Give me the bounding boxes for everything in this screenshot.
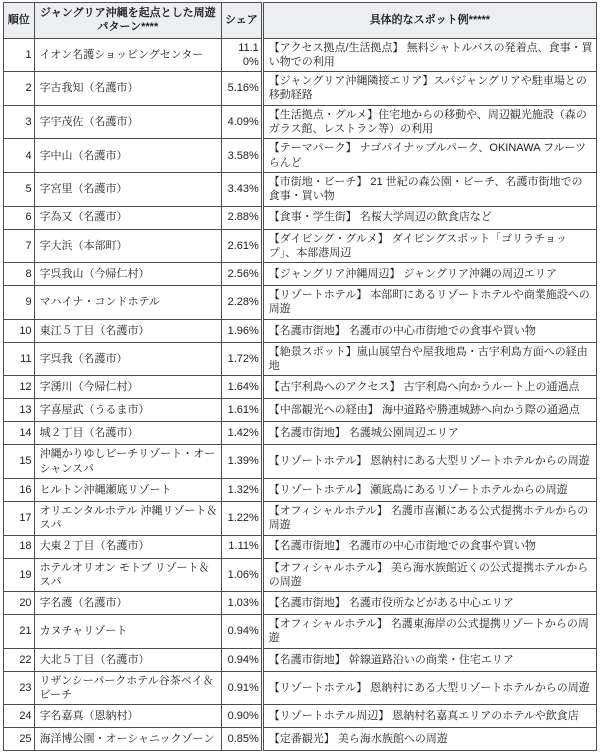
- pattern-cell: 字大浜（本部町）: [34, 229, 221, 263]
- table-row: [4, 139, 597, 173]
- rank-cell: 2: [4, 72, 35, 106]
- spot-cell: 【生活拠点・グルメ】住宅地からの移動や、周辺観光施設（森のガラス館、レストラン等）の利用: [262, 105, 596, 139]
- share-cell: 1.42%: [222, 422, 263, 445]
- spot-cell: 【オフィシャルホテル】 名護東海岸の公式提携リゾートからの周遊: [262, 615, 596, 649]
- pattern-cell: 字古我知（名護市）: [34, 72, 221, 106]
- spot-cell: 【定番観光】 美ら海水族館への周遊: [262, 728, 596, 751]
- share-cell: 2.88%: [222, 206, 263, 229]
- pattern-cell: 海洋博公園・オーシャニックゾーン: [34, 728, 221, 751]
- rank-cell: 10: [4, 319, 35, 342]
- share-cell: 4.09%: [222, 105, 263, 139]
- share-cell: 0.94%: [222, 615, 263, 649]
- header-row: [4, 3, 597, 39]
- rank-cell: 25: [4, 728, 35, 751]
- share-cell: 1.06%: [222, 558, 263, 592]
- pattern-cell: 字宮里（名護市）: [34, 172, 221, 206]
- pattern-cell: ホテルオリオン モトブ リゾート＆スパ: [34, 558, 221, 592]
- spot-cell: 【名護市街地】 名護市の中心市街地での食事や買い物: [262, 535, 596, 558]
- table-row: [4, 319, 597, 342]
- table-row: [4, 72, 597, 106]
- table-row: [4, 478, 597, 501]
- share-cell: 2.28%: [222, 286, 263, 320]
- pattern-cell: 字中山（名護市）: [34, 139, 221, 173]
- table-row: [4, 105, 597, 139]
- spot-cell: 【名護市街地】 名護城公園周辺エリア: [262, 422, 596, 445]
- share-cell: 1.72%: [222, 342, 263, 376]
- rank-cell: 4: [4, 139, 35, 173]
- table-row: [4, 592, 597, 615]
- share-cell: 1.96%: [222, 319, 263, 342]
- share-cell: 0.85%: [222, 728, 263, 751]
- spot-cell: 【テーマパーク】 ナゴパイナップルパーク、OKINAWA フルーツらんど: [262, 139, 596, 173]
- spot-cell: 【名護市街地】 名護市役所などがある中心エリア: [262, 592, 596, 615]
- pattern-cell: 東江５丁目（名護市）: [34, 319, 221, 342]
- rank-cell: 5: [4, 172, 35, 206]
- rank-cell: 11: [4, 342, 35, 376]
- pattern-cell: 字名嘉真（恩納村）: [34, 705, 221, 728]
- share-cell: 1.11%: [222, 535, 263, 558]
- spot-cell: 【オフィシャルホテル】 美ら海水族館近くの公式提携ホテルからの周遊: [262, 558, 596, 592]
- share-cell: 1.61%: [222, 399, 263, 422]
- share-cell: 1.22%: [222, 501, 263, 535]
- share-cell: 11.10%: [222, 38, 263, 72]
- table-row: [4, 445, 597, 479]
- table-row: [4, 376, 597, 399]
- pattern-cell: 字呉我山（今帰仁村）: [34, 263, 221, 286]
- table-row: [4, 615, 597, 649]
- table-row: [4, 728, 597, 751]
- spot-cell: 【古宇利島へのアクセス】 古宇利島へ向かうルート上の通過点: [262, 376, 596, 399]
- spot-cell: 【リゾートホテル】 本部町にあるリゾートホテルや商業施設への周遊: [262, 286, 596, 320]
- rank-cell: 24: [4, 705, 35, 728]
- table-row: [4, 399, 597, 422]
- rank-cell: 7: [4, 229, 35, 263]
- pattern-cell: ヒルトン沖縄瀬底リゾート: [34, 478, 221, 501]
- rank-cell: 6: [4, 206, 35, 229]
- rank-cell: 18: [4, 535, 35, 558]
- table-row: [4, 501, 597, 535]
- spot-cell: 【ダイビング・グルメ】 ダイビングスポット「ゴリラチョップ」、本部港周辺: [262, 229, 596, 263]
- spot-cell: 【ジャングリア沖縄周辺】 ジャングリア沖縄の周辺エリア: [262, 263, 596, 286]
- pattern-cell: 字名護（名護市）: [34, 592, 221, 615]
- spot-cell: 【市街地・ビーチ】 21 世紀の森公園・ビーチ、名護市街地での食事・買い物: [262, 172, 596, 206]
- share-cell: 1.39%: [222, 445, 263, 479]
- table-row: [4, 38, 597, 72]
- rank-cell: 9: [4, 286, 35, 320]
- share-cell: 0.91%: [222, 671, 263, 705]
- col-header-spot: 具体的なスポット例*****: [262, 3, 596, 39]
- share-cell: 2.56%: [222, 263, 263, 286]
- rank-cell: 17: [4, 501, 35, 535]
- rank-cell: 20: [4, 592, 35, 615]
- table-row: [4, 705, 597, 728]
- rank-cell: 23: [4, 671, 35, 705]
- table-row: [4, 535, 597, 558]
- spot-cell: 【食事・学生街】 名桜大学周辺の飲食店など: [262, 206, 596, 229]
- share-cell: 5.16%: [222, 72, 263, 106]
- pattern-cell: 字宇茂佐（名護市）: [34, 105, 221, 139]
- rank-cell: 21: [4, 615, 35, 649]
- pattern-cell: イオン名護ショッピングセンター: [34, 38, 221, 72]
- pattern-cell: 字湧川（今帰仁村）: [34, 376, 221, 399]
- table-row: [4, 263, 597, 286]
- spot-cell: 【アクセス拠点/生活拠点】 無料シャトルバスの発着点、食事・買い物での利用: [262, 38, 596, 72]
- table-row: [4, 229, 597, 263]
- spot-cell: 【リゾートホテル】 恩納村にある大型リゾートホテルからの周遊: [262, 671, 596, 705]
- table-row: [4, 671, 597, 705]
- pattern-cell: 城２丁目（名護市）: [34, 422, 221, 445]
- pattern-cell: マハイナ・コンドホテル: [34, 286, 221, 320]
- pattern-cell: 沖縄かりゆしビーチリゾート・オーシャンスパ: [34, 445, 221, 479]
- rank-cell: 15: [4, 445, 35, 479]
- pattern-cell: 字為又（名護市）: [34, 206, 221, 229]
- spot-cell: 【絶景スポット】嵐山展望台や屋我地島・古宇利島方面への経由地: [262, 342, 596, 376]
- table-row: [4, 422, 597, 445]
- table-row: [4, 342, 597, 376]
- rank-cell: 3: [4, 105, 35, 139]
- share-cell: 0.94%: [222, 648, 263, 671]
- share-cell: 0.90%: [222, 705, 263, 728]
- rank-cell: 8: [4, 263, 35, 286]
- spot-cell: 【ジャングリア沖縄隣接エリア】スパジャングリアや駐車場との移動経路: [262, 72, 596, 106]
- rank-cell: 14: [4, 422, 35, 445]
- share-cell: 1.03%: [222, 592, 263, 615]
- pattern-cell: 字呉我（名護市）: [34, 342, 221, 376]
- spot-cell: 【リゾートホテル周辺】 恩納村名嘉真エリアのホテルや飲食店: [262, 705, 596, 728]
- table-header: [4, 3, 597, 39]
- share-cell: 3.58%: [222, 139, 263, 173]
- col-header-pattern: ジャングリア沖縄を起点とした周遊パターン****: [34, 3, 221, 39]
- share-cell: 2.61%: [222, 229, 263, 263]
- share-cell: 1.64%: [222, 376, 263, 399]
- share-cell: 3.43%: [222, 172, 263, 206]
- table-row: [4, 558, 597, 592]
- table-row: [4, 172, 597, 206]
- tour-pattern-table: [3, 2, 597, 751]
- pattern-cell: 大北５丁目（名護市）: [34, 648, 221, 671]
- pattern-cell: 大東２丁目（名護市）: [34, 535, 221, 558]
- pattern-cell: オリエンタルホテル 沖縄リゾート＆スパ: [34, 501, 221, 535]
- table-row: [4, 206, 597, 229]
- share-cell: 1.32%: [222, 478, 263, 501]
- spot-cell: 【中部観光への経由】 海中道路や勝連城跡へ向かう際の通過点: [262, 399, 596, 422]
- rank-cell: 13: [4, 399, 35, 422]
- spot-cell: 【名護市街地】 名護市の中心市街地での食事や買い物: [262, 319, 596, 342]
- pattern-cell: リザンシーパークホテル谷茶ベイ＆ビーチ: [34, 671, 221, 705]
- table-row: [4, 648, 597, 671]
- rank-cell: 1: [4, 38, 35, 72]
- table-body: [4, 38, 597, 751]
- pattern-cell: カヌチャリゾート: [34, 615, 221, 649]
- rank-cell: 19: [4, 558, 35, 592]
- spot-cell: 【リゾートホテル】 恩納村にある大型リゾートホテルからの周遊: [262, 445, 596, 479]
- col-header-rank: 順位: [4, 3, 35, 39]
- spot-cell: 【リゾートホテル】 瀬底島にあるリゾートホテルからの周遊: [262, 478, 596, 501]
- rank-cell: 12: [4, 376, 35, 399]
- spot-cell: 【名護市街地】 幹線道路沿いの商業・住宅エリア: [262, 648, 596, 671]
- table-row: [4, 286, 597, 320]
- spot-cell: 【オフィシャルホテル】 名護市喜瀬にある公式提携ホテルからの周遊: [262, 501, 596, 535]
- rank-cell: 22: [4, 648, 35, 671]
- col-header-share: シェア: [222, 3, 263, 39]
- pattern-cell: 字喜屋武（うるま市）: [34, 399, 221, 422]
- rank-cell: 16: [4, 478, 35, 501]
